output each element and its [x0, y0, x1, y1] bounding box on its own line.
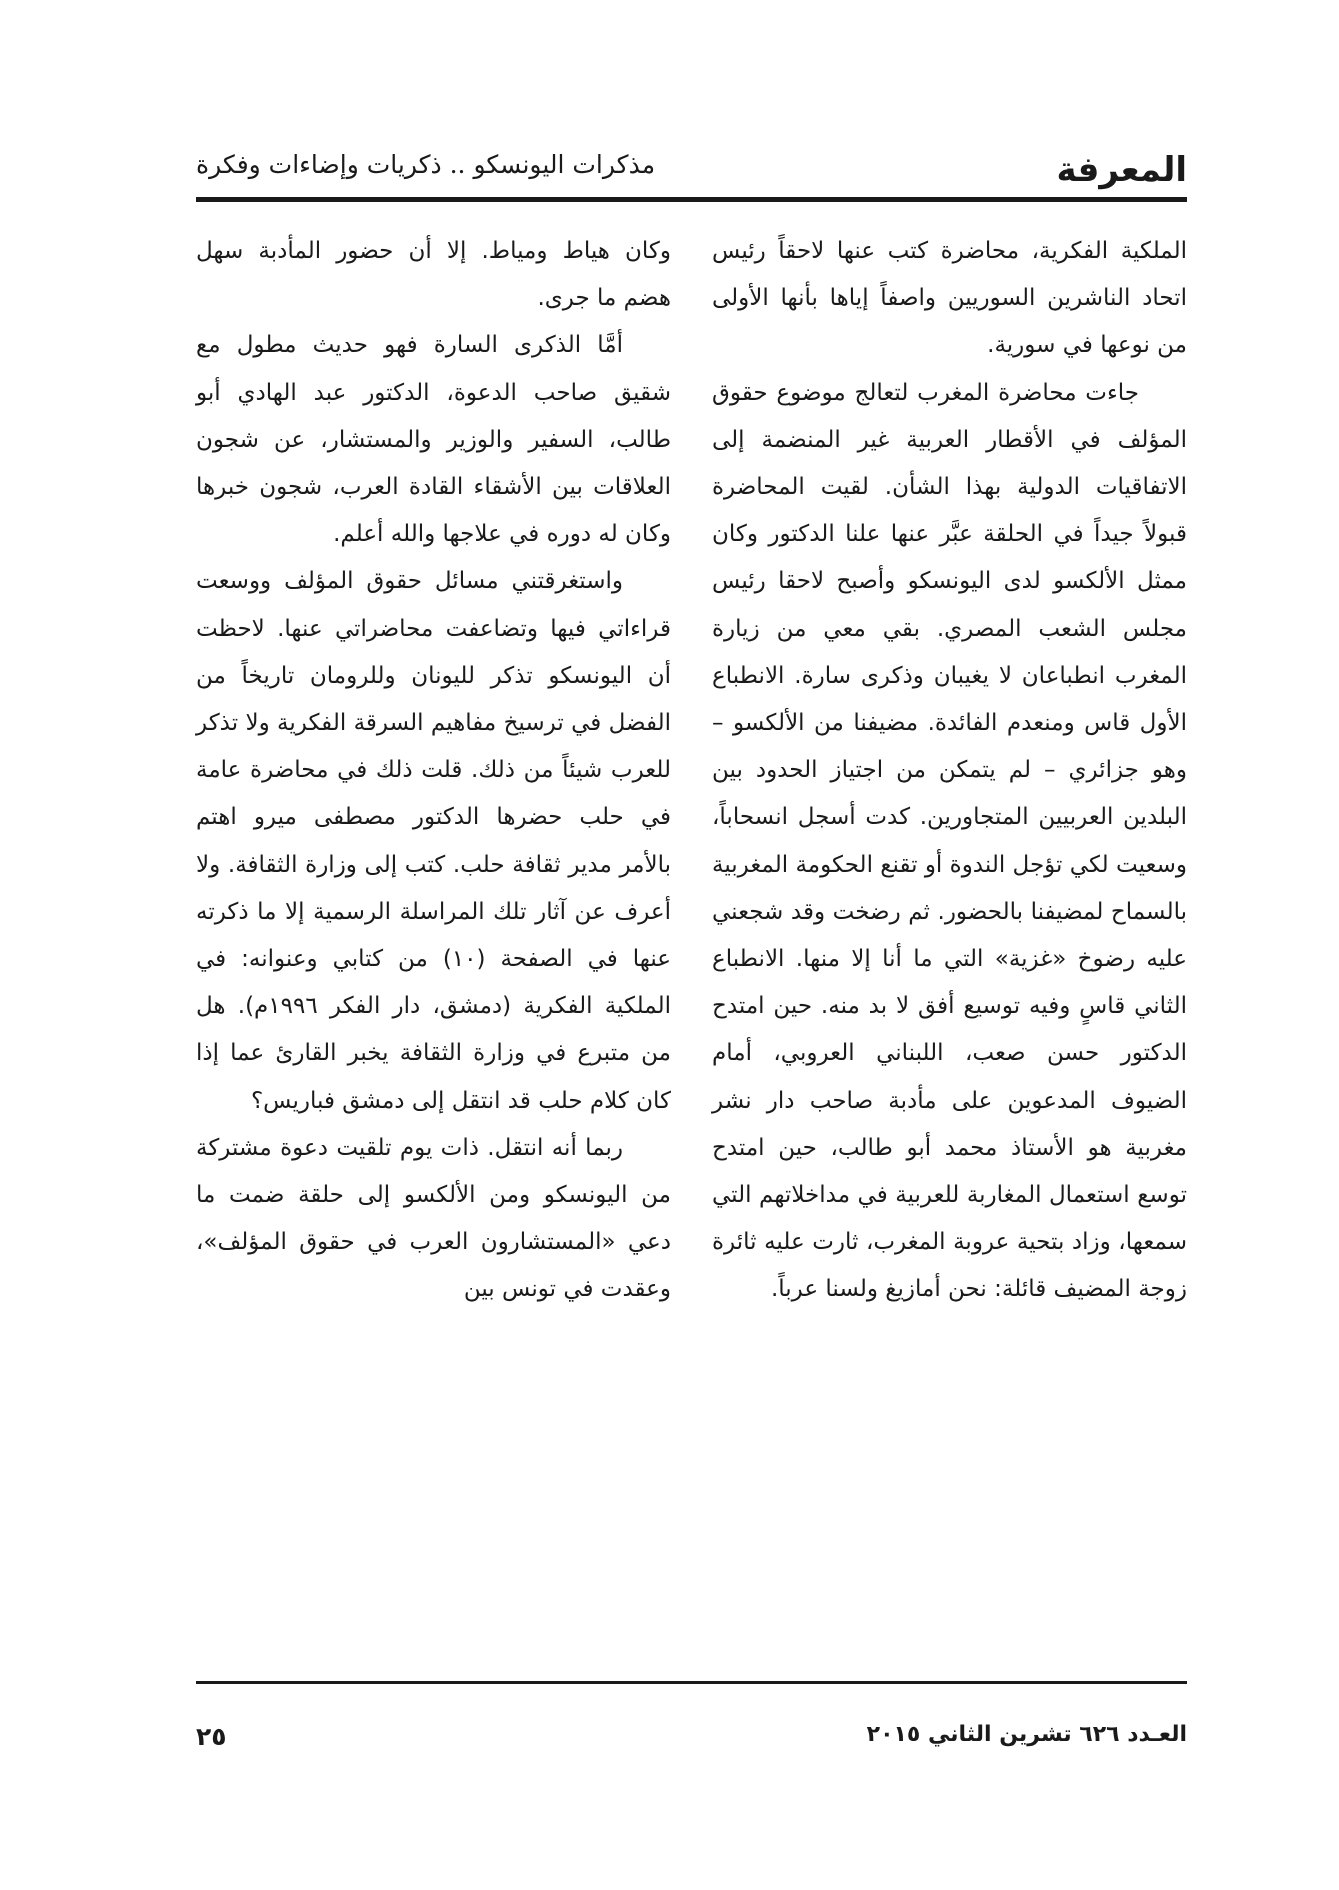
text-column-right: [712, 228, 1187, 1314]
page-number: ٢٥: [196, 1722, 227, 1751]
paragraph: أمَّا الذكرى السارة فهو حديث مطول مع شقيق صاحب الدعوة، الدكتور عبد الهادي أبو طالب، السفير والوزير والمستشار، عن شجون العلاقات بين الأشقاء القادة العرب، شجون خبرها وكان له دوره في علاجها والله أعلم.: [196, 332, 671, 548]
paragraph: الملكية الفكرية، محاضرة كتب عنها لاحقاً رئيس اتحاد الناشرين السوريين واصفاً إياها بأنها الأولى من نوعها في سورية.: [712, 238, 1187, 359]
paragraph: واستغرقتني مسائل حقوق المؤلف ووسعت قراءاتي فيها وتضاعفت محاضراتي عنها. لاحظت أن اليونسكو تذكر لليونان وللرومان تاريخاً من الفضل في ترسيخ مفاهيم السرقة الفكرية ولا تذكر للعرب شيئاً من ذلك. قلت ذلك في محاضرة عامة في حلب حضرها الدكتور مصطفى ميرو اهتم بالأمر مدير ثقافة حلب. كتب إلى وزارة الثقافة. ولا أعرف عن آثار تلك المراسلة الرسمية إلا ما ذكرته عنها في الصفحة (١٠) من كتابي وعنوانه: في الملكية الفكرية (دمشق، دار الفكر ١٩٩٦م). هل من متبرع في وزارة الثقافة يخبر القارئ عما إذا كان كلام حلب قد انتقل إلى دمشق فباريس؟: [196, 568, 671, 1114]
running-title: مذكرات اليونسكو .. ذكريات وإضاءات وفكرة: [196, 150, 656, 179]
footer-rule: [196, 1681, 1187, 1684]
paragraph: وكان هياط ومياط. إلا أن حضور المأدبة سهل هضم ما جرى.: [196, 238, 671, 312]
paragraph: جاءت محاضرة المغرب لتعالج موضوع حقوق المؤلف في الأقطار العربية غير المنضمة إلى الاتفاقيات الدولية بهذا الشأن. لقيت المحاضرة قبولاً جيداً في الحلقة عبَّر عنها علنا الدكتور وكان ممثل الألكسو لدى اليونسكو وأصبح لاحقا رئيس مجلس الشعب المصري. بقي معي من زيارة المغرب انطباعان لا يغيبان وذكرى سارة. الانطباع الأول قاس ومنعدم الفائدة. مضيفنا من الألكسو – وهو جزائري – لم يتمكن من اجتياز الحدود بين البلدين العربيين المتجاورين. كدت أسجل انسحاباً، وسعيت لكي تؤجل الندوة أو تقنع الحكومة المغربية بالسماح لمضيفنا بالحضور. ثم رضخت وقد شجعني عليه رضوخ «غزية» التي ما أنا إلا منها. الانطباع الثاني قاسٍ وفيه توسيع أفق لا بد منه. حين امتدح الدكتور حسن صعب، اللبناني العروبي، أمام الضيوف المدعوين على مأدبة صاحب دار نشر مغربية هو الأستاذ محمد أبو طالب، حين امتدح توسع استعمال المغاربة للعربية في مداخلاتهم التي سمعها، وزاد بتحية عروبة المغرب، ثارت عليه ثائرة زوجة المضيف قائلة: نحن أمازيغ ولسنا عرباً.: [712, 379, 1187, 1303]
header-rule: [196, 197, 1187, 202]
paragraph: ربما أنه انتقل. ذات يوم تلقيت دعوة مشتركة من اليونسكو ومن الألكسو إلى حلقة ضمت ما دعي «المستشارون العرب في حقوق المؤلف»، وعقدت في تونس بين: [196, 1134, 671, 1303]
issue-info: العـدد ٦٢٦ تشرين الثاني ٢٠١٥: [866, 1722, 1187, 1747]
text-column-left: [196, 228, 671, 1314]
magazine-logo: المعرفة: [1056, 150, 1187, 190]
